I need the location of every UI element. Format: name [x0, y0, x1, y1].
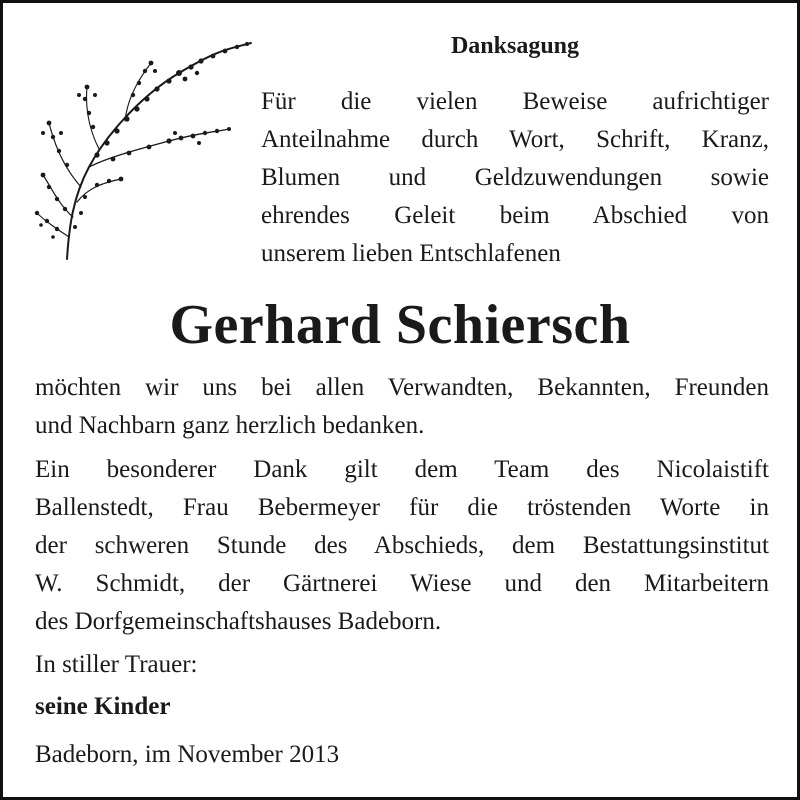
intro-line: Für die vielen Beweise aufrichtiger — [261, 88, 769, 115]
special-thanks-line: Ballenstedt, Frau Bebermeyer für die tröstenden Worte in — [35, 494, 769, 521]
intro-line: Blumen und Geldzuwendungen sowie — [261, 164, 769, 191]
special-thanks-paragraph — [35, 451, 769, 641]
special-thanks-line: Ein besonderer Dank gilt dem Team des Nicolaistift — [35, 456, 769, 483]
thanks-line: möchten wir uns bei allen Verwandten, Bekannten, Freunden — [35, 374, 769, 401]
intro-line: Anteilnahme durch Wort, Schrift, Kranz, — [261, 126, 769, 153]
mourning-line: In stiller Trauer: — [35, 651, 198, 678]
heading: Danksagung — [450, 33, 580, 59]
thanks-line: und Nachbarn ganz herzlich bedanken. — [35, 412, 425, 439]
special-thanks-line: des Dorfgemeinschaftshauses Badeborn. — [35, 608, 442, 635]
intro-line: unserem lieben Entschlafenen — [261, 240, 561, 267]
special-thanks-line: der schweren Stunde des Abschieds, dem Bestattungsinstitut — [35, 532, 769, 559]
special-thanks-line: W. Schmidt, der Gärtnerei Wiese und den Mitarbeitern — [35, 570, 769, 597]
fern-branch-icon — [29, 37, 257, 263]
place-date: Badeborn, im November 2013 — [35, 741, 340, 768]
deceased-name: Gerhard Schiersch — [169, 294, 631, 356]
intro-text — [261, 83, 769, 273]
signature: seine Kinder — [35, 693, 171, 720]
thanks-paragraph — [35, 369, 769, 445]
intro-line: ehrendes Geleit beim Abschied von — [261, 202, 769, 229]
